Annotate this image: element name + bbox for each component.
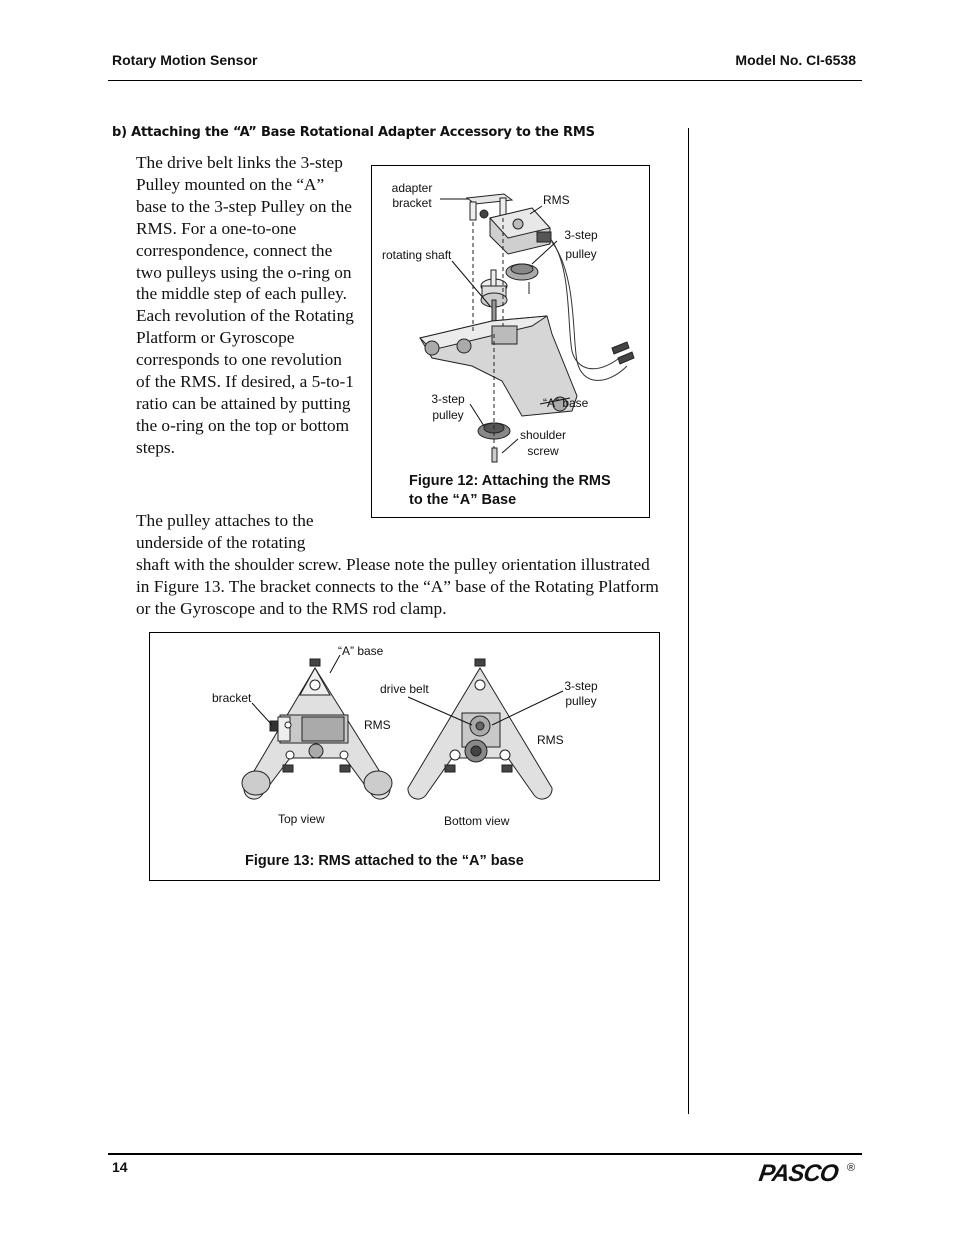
section-title: b) Attaching the “A” Base Rotational Adapter Accessory to the RMS [112,125,595,140]
figure-13-caption: Figure 13: RMS attached to the “A” base [245,853,524,869]
figure-13-illustration [150,633,659,880]
margin-rule [688,128,689,1114]
label-bracket: bracket [212,691,252,705]
label-rms: RMS [543,193,570,207]
label-3-step-pulley-top [559,228,603,262]
label-3-step-pulley-bottom-line1: 3-step [431,392,465,406]
header-model-number: Model No. CI-6538 [735,52,856,68]
label-adapter-bracket [384,181,440,211]
label-rms-bottom-view: RMS [537,733,564,747]
figure-12-illustration [372,166,649,517]
paragraph-drive-belt: The drive belt links the 3-step Pulley mounted on the “A” base to the 3-step Pulley on the RMS. For a one-to-one correspondence, connect the two pulleys using the o-ring on the middle step of each pulley. Each revolution of the Rotating Platform or Gyroscope corresponds to one revolution of the RMS. If desired, a 5-to-1 ratio can be attained by putting the o-ring on the top or bottom steps. [136,153,354,457]
label-adapter-bracket-line1: adapter [391,181,433,195]
label-shoulder-screw [516,428,570,459]
pasco-logo: PASCO [757,1160,840,1187]
label-a-base-top: “A” base [338,644,384,658]
figure-12-caption [409,472,611,510]
figure-12-caption-line1: Figure 12: Attaching the RMS [409,473,611,489]
header-rule [108,80,862,81]
paragraph-pulley-start: The pulley attaches to the underside of the rotating [136,511,314,552]
label-shoulder-screw-line2: screw [527,444,559,458]
label-shoulder-screw-line1: shoulder [519,428,567,442]
label-top-view: Top view [278,812,325,826]
label-drive-belt: drive belt [380,682,429,696]
label-3-step-pulley-line2: pulley [565,694,597,708]
label-a-base: “A” base [543,396,589,410]
figure-13 [149,632,660,881]
label-adapter-bracket-line2: bracket [392,196,432,210]
label-3-step-pulley [560,679,602,709]
label-3-step-pulley-bottom-line2: pulley [432,408,464,422]
label-bottom-view: Bottom view [444,814,510,828]
label-3-step-pulley-top-line2: pulley [565,247,597,261]
label-rotating-shaft: rotating shaft [382,248,452,262]
registered-mark: ® [847,1162,856,1174]
page-number: 14 [112,1159,128,1175]
paragraph-pulley-rest: shaft with the shoulder screw. Please note the pulley orientation illustrated in Figure 13. The bracket connects to the “A” base of the Rotating Platform or the Gyroscope and to the RMS rod clamp. [136,555,659,618]
footer-rule [108,1153,862,1155]
figure-12-caption-line2: to the “A” Base [409,492,517,508]
label-3-step-pulley-line1: 3-step [564,679,598,693]
header-title: Rotary Motion Sensor [112,52,258,68]
label-3-step-pulley-top-line1: 3-step [564,228,598,242]
label-rms-top-view: RMS [364,718,391,732]
figure-12 [371,165,650,518]
label-3-step-pulley-bottom [426,392,470,423]
